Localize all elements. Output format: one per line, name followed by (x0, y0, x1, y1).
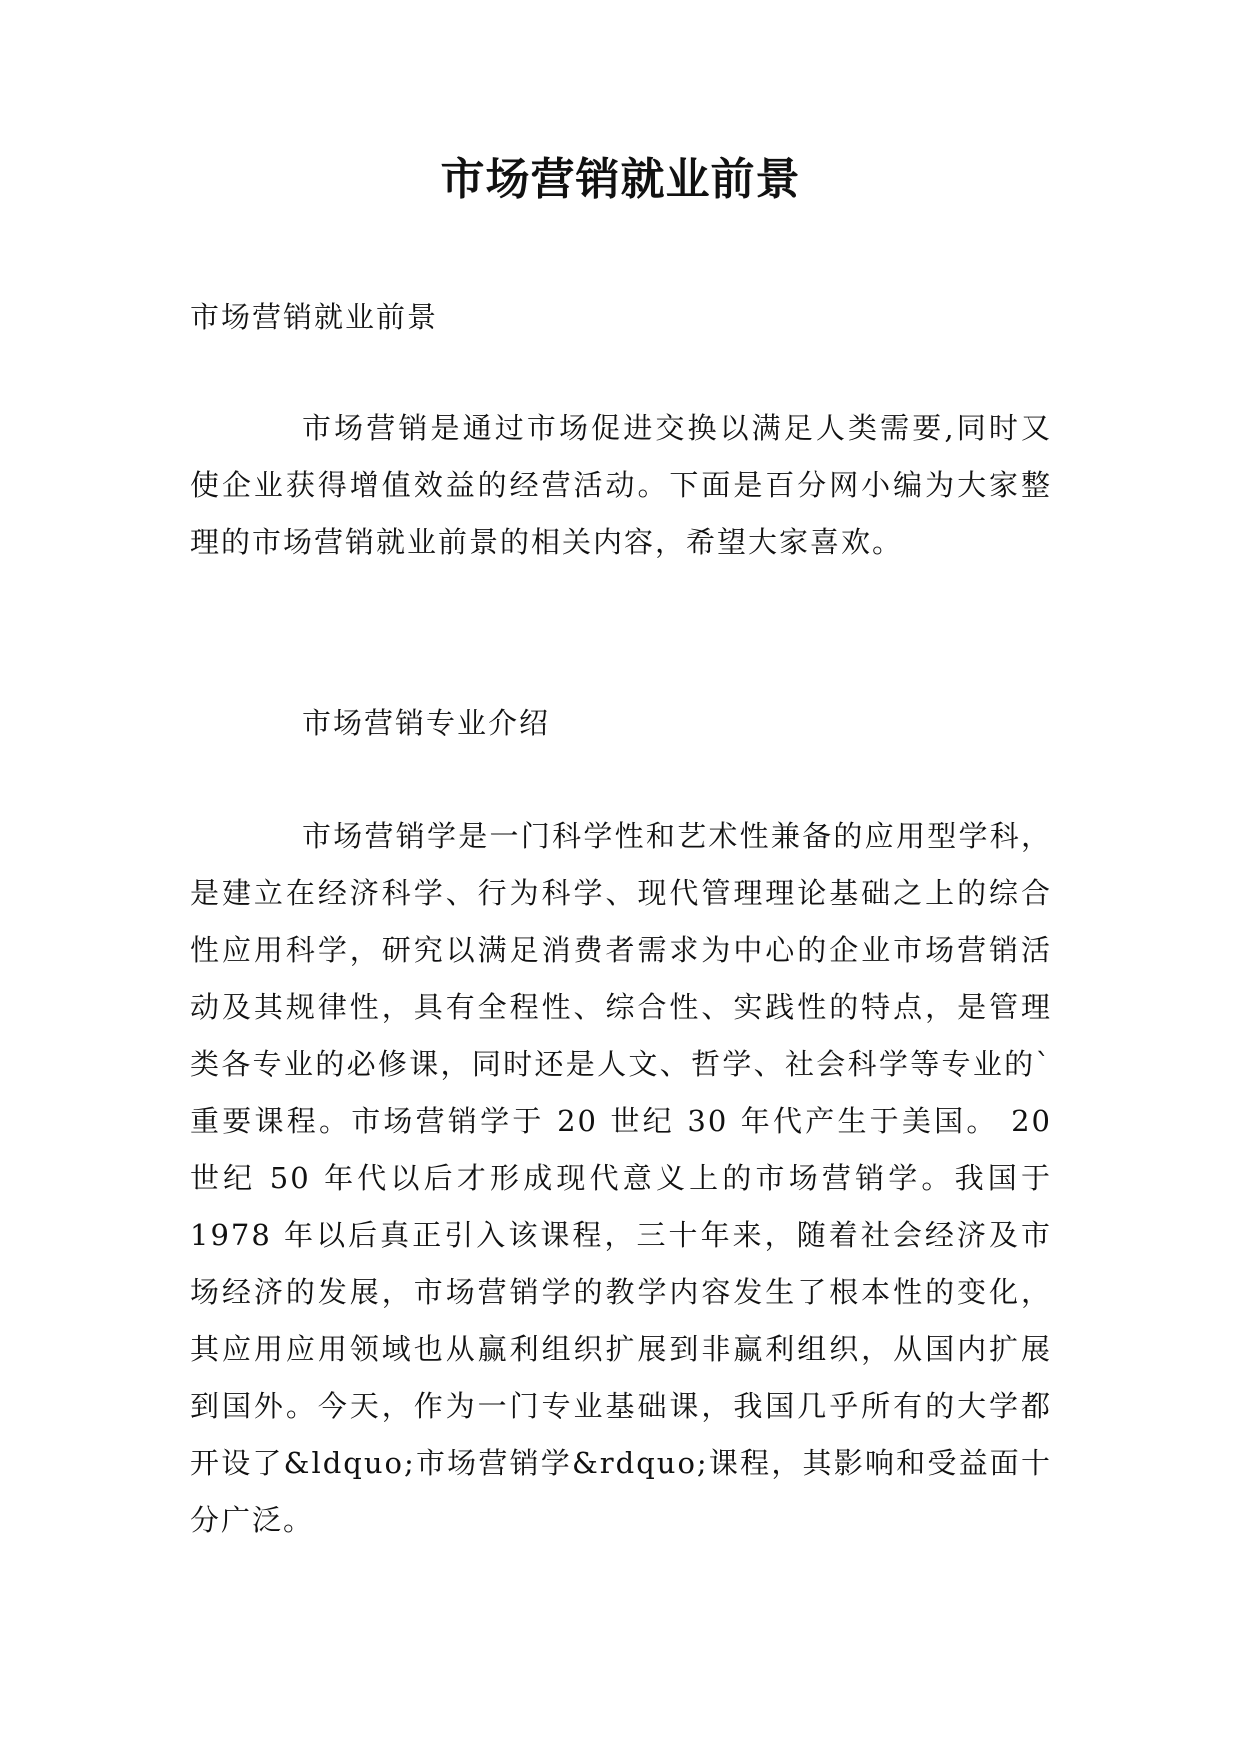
section-heading: 市场营销专业介绍 (302, 706, 551, 740)
section-paragraph: 市场营销学是一门科学性和艺术性兼备的应用型学科，是建立在经济科学、行为科学、现代管理理论基础之上的综合性应用科学，研究以满足消费者需求为中心的企业市场营销活动及其规律性，具有全程性、综合性、实践性的特点，是管理类各专业的必修课，同时还是人文、哲学、社会科学等专业的`重要课程。市场营销学于 20 世纪 30 年代产生于美国。 20 世纪 50 年代以后才形成现代意义上的市场营销学。我国于 1978 年以后真正引入该课程，三十年来，随着社会经济及市场经济的发展，市场营销学的教学内容发生了根本性的变化，其应用应用领域也从赢利组织扩展到非赢利组织，从国内扩展到国外。今天，作为一门专业基础课，我国几乎所有的大学都开设了&ldquo;市场营销学&rdquo;课程，其影响和受益面十分广泛。 (190, 819, 1052, 1537)
intro-paragraph: 市场营销是通过市场促进交换以满足人类需要,同时又使企业获得增值效益的经营活动。下面是百分网小编为大家整理的市场营销就业前景的相关内容，希望大家喜欢。 (190, 411, 1052, 559)
document-title: 市场营销就业前景 (440, 154, 801, 205)
document-subtitle: 市场营销就业前景 (190, 300, 439, 334)
